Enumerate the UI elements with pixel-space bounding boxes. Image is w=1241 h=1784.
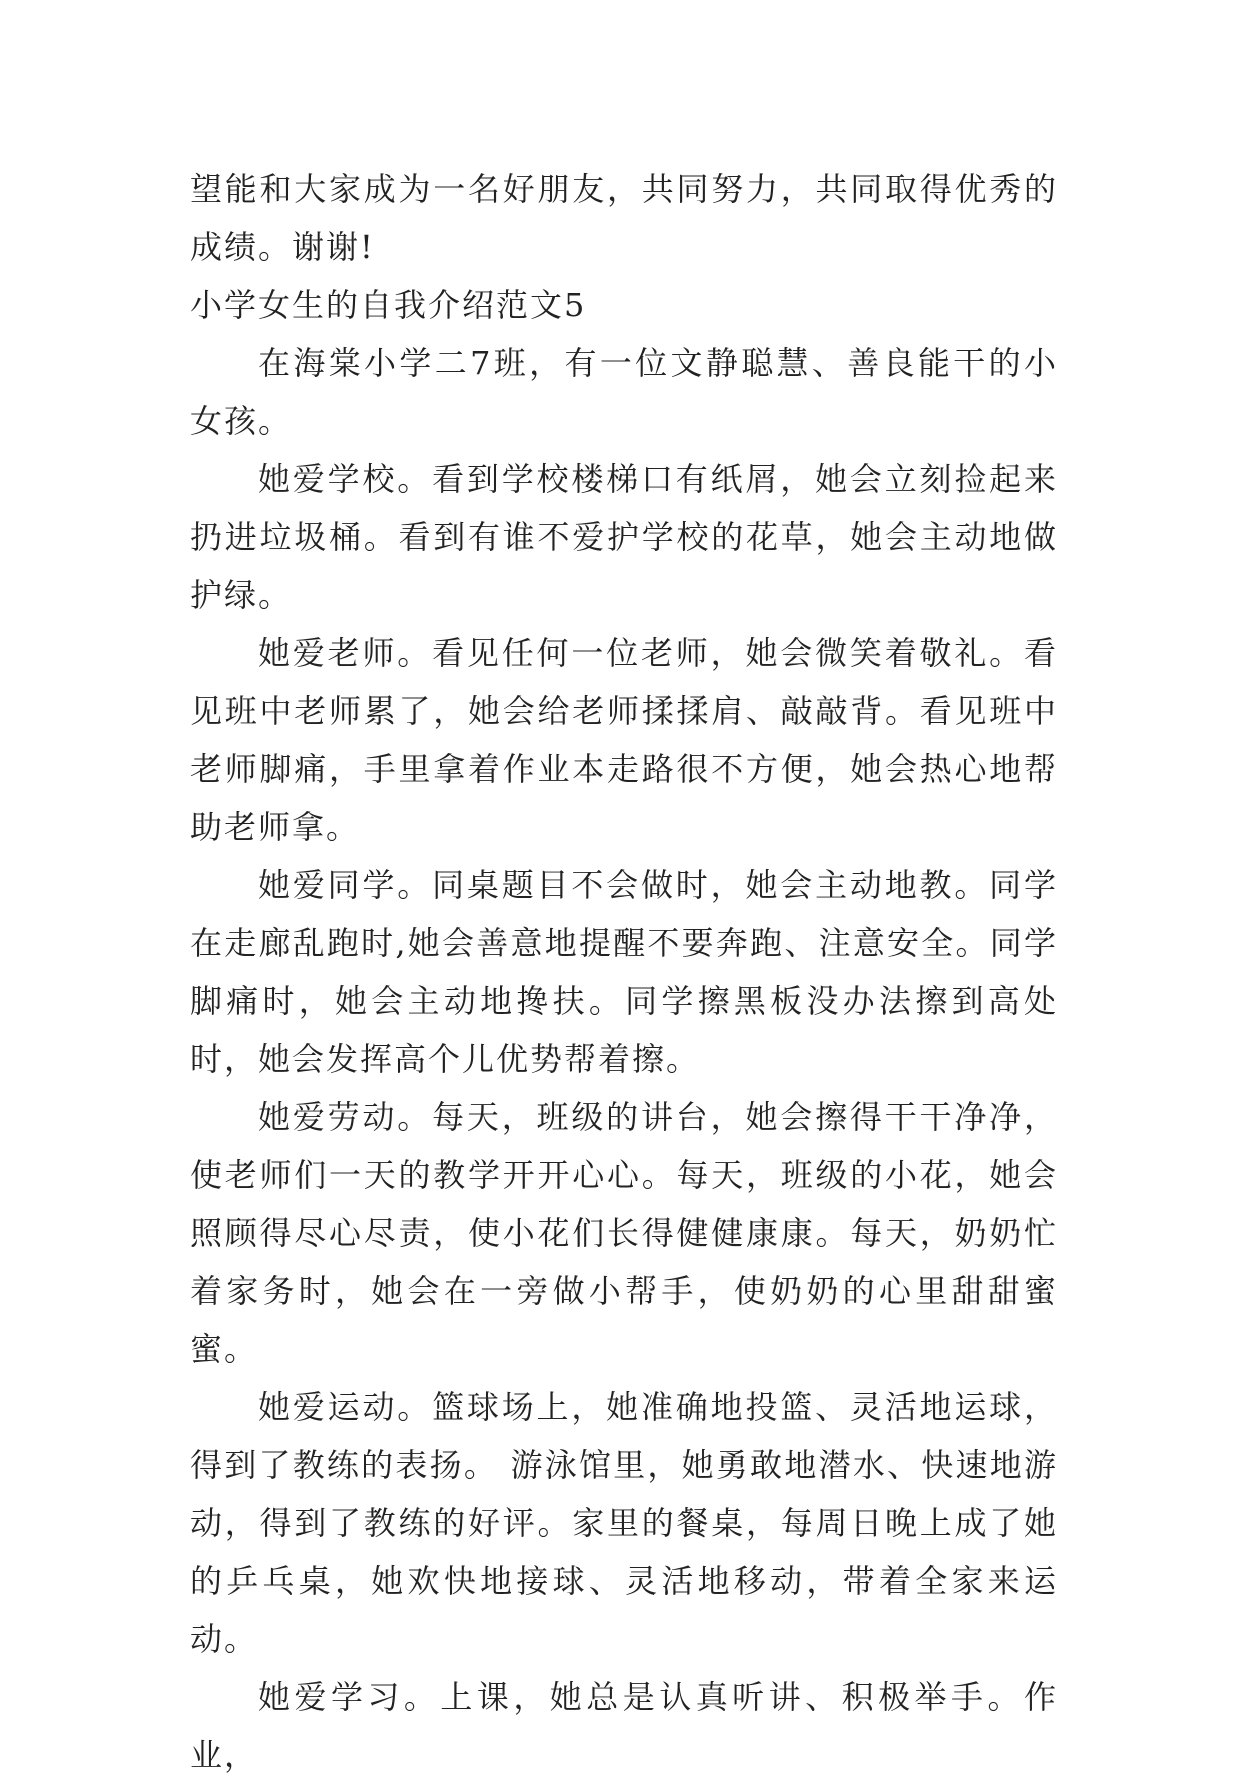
paragraph-classmates: 她爱同学。同桌题目不会做时，她会主动地教。同学在走廊乱跑时,她会善意地提醒不要奔跑、注意安全。同学脚痛时，她会主动地搀扶。同学擦黑板没办法擦到高处时，她会发挥高个儿优势帮着擦。 (190, 866, 1058, 1078)
carryover-paragraph: 望能和大家成为一名好朋友，共同努力，共同取得优秀的成绩。谢谢! (190, 170, 1058, 266)
paragraph-study: 她爱学习。上课，她总是认真听讲、积极举手。作业， (190, 1678, 1058, 1774)
paragraph-labor: 她爱劳动。每天，班级的讲台，她会擦得干干净净，使老师们一天的教学开开心心。每天，班级的小花，她会照顾得尽心尽责，使小花们长得健健康康。每天，奶奶忙着家务时，她会在一旁做小帮手，使奶奶的心里甜甜蜜蜜。 (190, 1098, 1058, 1368)
document-page (190, 160, 1058, 1784)
paragraph-teacher: 她爱老师。看见任何一位老师，她会微笑着敬礼。看见班中老师累了，她会给老师揉揉肩、敲敲背。看见班中老师脚痛，手里拿着作业本走路很不方便，她会热心地帮助老师拿。 (190, 634, 1058, 846)
paragraph-intro: 在海棠小学二7班，有一位文静聪慧、善良能干的小女孩。 (190, 344, 1058, 440)
section-heading: 小学女生的自我介绍范文5 (190, 286, 587, 324)
paragraph-sports: 她爱运动。篮球场上，她准确地投篮、灵活地运球，得到了教练的表扬。 游泳馆里，她勇敢地潜水、快速地游动，得到了教练的好评。家里的餐桌，每周日晚上成了她的乒乓桌，她欢快地接球、灵活地移动，带着全家来运动。 (190, 1388, 1058, 1658)
paragraph-school: 她爱学校。看到学校楼梯口有纸屑，她会立刻捡起来扔进垃圾桶。看到有谁不爱护学校的花草，她会主动地做护绿。 (190, 460, 1058, 614)
